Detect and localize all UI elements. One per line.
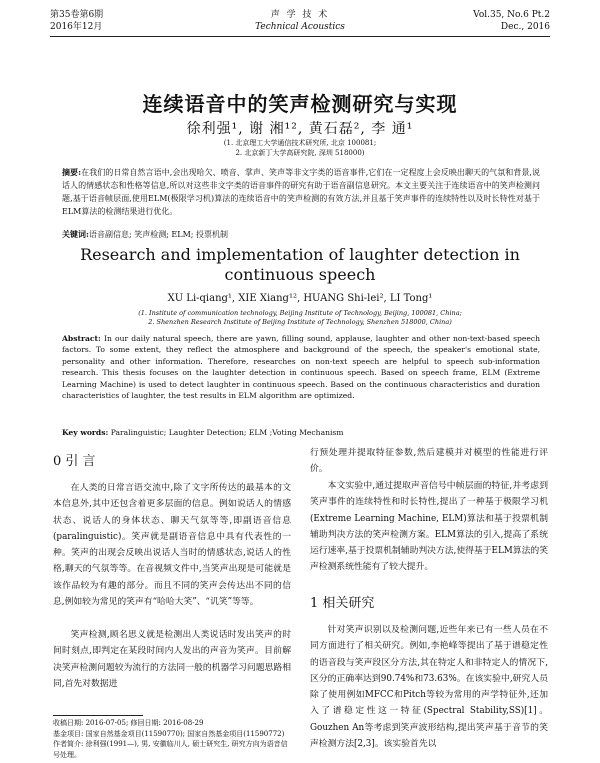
footnote-block [53,718,291,760]
intro-paragraph-continued: 行预处理并提取特征参数,然后建模并对模型的性能进行评价。 [310,448,548,475]
keywords-en [62,427,540,438]
authors-cn: 徐利强¹, 谢 湘¹², 黄石磊², 李 通¹ [186,121,414,137]
journal-volume-en: Vol.35, No.6 Pt.2 [473,10,550,20]
abstract-en-text: In our daily natural speech, there are yawn, filling sound, applause, laughter and other non-text-based speech factors. To some extent, they reflect the atmosphere and background of the speech, the speaker's emotional state, personality and other information. Therefore, researches on non-text speech are helpful to speech sub-information research. This thesis focuses on the laughter detection in continuous speech. Based on speech frame, ELM (Extreme Learning Machine) is used to detect laughter in continuous speech. Based on the continuous characteristics and duration characteristics of laughter, the test results in ELM algorithm are optimized. [62,334,540,401]
keywords-cn-label: 关键词: [62,229,89,239]
abstract-cn-label: 摘要: [62,167,82,177]
related-work-paragraph-1: 针对笑声识别以及检测问题,近些年来已有一些人员在不同方面进行了相关研究。例如,李艳峰等提出了基于谱稳定性的语音段与笑声段区分方法,其在特定人和非特定人的情况下,区分的正确率达到90.74%和73.63%。在该实验中,研究人员除了使用例如MFCC和Pitch等较为常用的声学特征外,还加入了谱稳定性这一特征(Spectral Stability,SS)[1]。Gouzhen An等考虑到笑声波形结构,提出笑声基于音节的笑声检测方法[2,3]。该实验首先以 [310,625,548,750]
section-heading-introduction: 0 引 言 [53,454,96,469]
abstract-cn [62,166,540,218]
authors-en: XU Li-qiang¹, XIE Xiang¹², HUANG Shi-lei², LI Tong¹ [167,293,433,304]
footnote-funding: 基金项目: 国家自然基金项目(11590770); 国家自然基金项目(11590772) [53,729,285,738]
paper-title-en-line1: Research and implementation of laughter detection in [80,245,520,264]
keywords-cn-text: 语音副信息; 笑声检测; ELM; 投票机制 [88,230,229,239]
journal-date: 2016年12月 [50,22,103,32]
footnote-received-date: 收稿日期: 2016-07-05; 修回日期: 2016-08-29 [53,719,204,727]
footnote-author-bio: 作者简介: 徐利强(1991—), 男, 安徽临川人, 硕士研究生, 研究方向为语音信号处理。 [53,740,288,759]
journal-name-cn: 声 学 技 术 [270,10,330,20]
affiliation-en-1: (1. Institute of communication technology, Beijing Institute of Technology, Beijing, 100081, China; [138,309,462,317]
keywords-en-text: Paralinguistic; Laughter Detection; ELM ;Voting Mechanism [110,428,344,437]
intro-paragraph-2: 笑声检测,顾名思义就是检测出人类说话时发出笑声的时间时刻点,即判定在某段时间内人发出的声音为笑声。目前解决笑声检测问题较为流行的方法同一般的机器学习问题思路相同,首先对数据进 [53,630,291,689]
journal-name-en: Technical Acoustics [255,22,345,32]
affiliation-cn-2: 2. 北京新丁大学高研究院, 深圳 518000) [235,149,365,157]
abstract-cn-text: 在我们的日常自然言语中,会出现哈欠、喷音、掌声、笑声等非文字类的语音事件,它们在一定程度上会反映出聊天的气氛和背景,说话人的情感状态和性格等信息,所以对这些非文字类的语音事件的研究有助于语音副信息研究。本文主要关注于连续语音中的笑声检测问题,基于语音帧层面,使用ELM(极限学习机)算法的连续语音中的笑声检测的有效方法,并且基于笑声事件的连续特性以及时长特性对基于ELM算法的检测结果进行优化。 [62,168,541,216]
abstract-en [62,333,540,401]
affiliation-en-2: 2. Shenzhen Research Institute of Beijing Institute of Technology, Shenzhen 518000, China) [148,318,452,326]
paper-title-en-line2: continuous speech [224,265,376,284]
intro-paragraph-1: 在人类的日常言语交流中,除了文字所传达的最基本的文本信息外,其中还包含着更多层面的信息。例如说话人的情感状态、说话人的身体状态、聊天气氛等等,即副语音信息(paralinguistic)。笑声就是副语音信息中具有代表性的一种。笑声的出现会反映出说话人当时的情感状态,说话人的性格,聊天的气氛等等。在音视频文件中,当笑声出现是可能就是该作品较为有趣的部分。而且不同的笑声会传达出不同的信息,例如较为常见的笑声有“哈哈大笑”、“讥笑”等等。 [53,483,291,608]
abstract-en-label: Abstract: [62,334,101,343]
footnote-rule [53,715,143,716]
paper-title-en [0,245,600,285]
header-rule [50,36,550,37]
journal-date-en: Dec., 2016 [500,22,550,32]
keywords-cn [62,228,540,241]
journal-volume-issue: 第35卷第6期 [50,10,104,20]
affiliation-cn-1: (1. 北京理工大学通信技术研究所, 北京 100081; [223,139,377,147]
paper-title-cn: 连续语音中的笑声检测研究与实现 [142,92,458,116]
intro-paragraph-3: 本文实验中,通过提取声音信号中帧层面的特征,并考虑到笑声事件的连续特性和时长特性,提出了一种基于极限学习机(Extreme Learning Machine, ELM)算法和基于投票机制辅助判决方法的笑声检测方案。ELM算法的引入,提高了系统运行速率,基于投票机制辅助判决方法,使得基于ELM算法的笑声检测系统性能有了较大提升。 [310,481,548,573]
keywords-en-label: Key words: [62,428,109,437]
section-heading-related-work: 1 相关研究 [310,596,375,611]
